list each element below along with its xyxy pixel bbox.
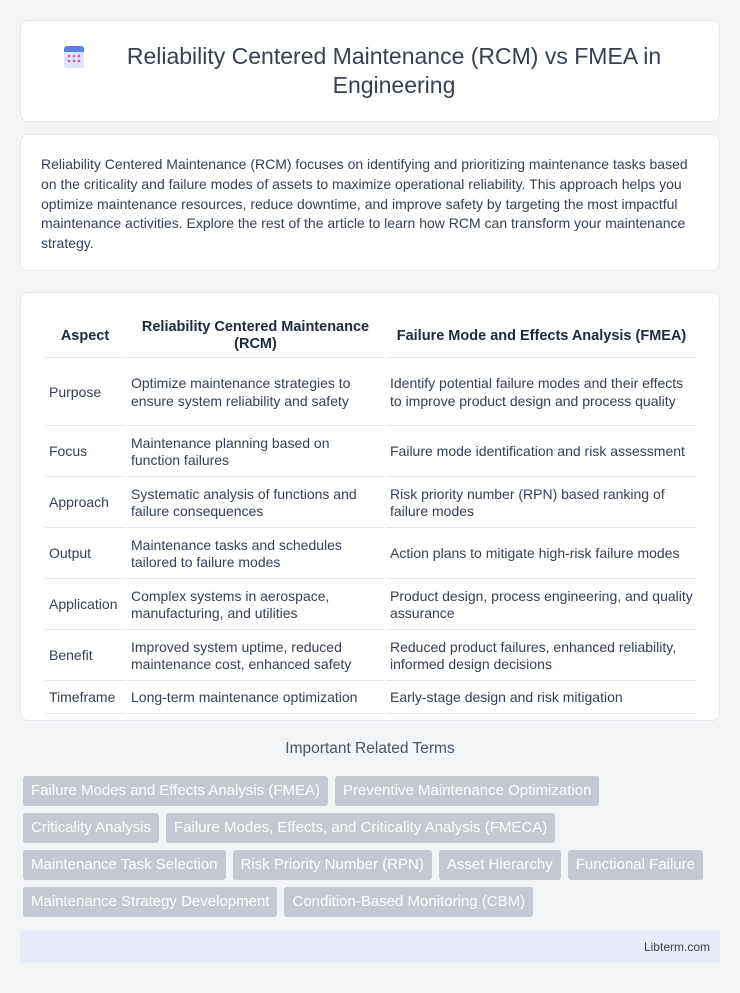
comparison-table	[43, 313, 699, 716]
related-term-tag[interactable]: Maintenance Strategy Development	[23, 887, 277, 917]
header-rcm: Reliability Centered Maintenance (RCM)	[127, 315, 384, 358]
related-term-tag[interactable]: Failure Modes, Effects, and Criticality Analysis (FMECA)	[166, 813, 555, 843]
footer-site-link[interactable]: Libterm.com	[643, 940, 710, 954]
cell-rcm: Optimize maintenance strategies to ensure system reliability and safety	[127, 360, 384, 426]
cell-rcm: Complex systems in aerospace, manufacturing, and utilities	[127, 581, 384, 630]
table-row	[45, 581, 697, 630]
cell-fmea: Identify potential failure modes and their effects to improve product design and process quality	[386, 360, 697, 426]
related-term-tag[interactable]: Risk Priority Number (RPN)	[233, 850, 432, 880]
cell-rcm: Systematic analysis of functions and failure consequences	[127, 479, 384, 528]
cell-aspect: Focus	[45, 428, 125, 477]
cell-aspect: Approach	[45, 479, 125, 528]
related-terms-list	[20, 776, 720, 917]
related-term-tag[interactable]: Criticality Analysis	[23, 813, 159, 843]
comparison-card	[20, 292, 720, 721]
footer	[20, 930, 720, 963]
related-terms-section	[20, 740, 720, 917]
header-card	[20, 20, 720, 122]
table-row	[45, 360, 697, 426]
page-title: Reliability Centered Maintenance (RCM) vs FMEA in Engineering	[126, 43, 662, 98]
cell-fmea: Early-stage design and risk mitigation	[386, 683, 697, 714]
cell-aspect: Output	[45, 530, 125, 579]
related-term-tag[interactable]: Functional Failure	[568, 850, 703, 880]
related-term-tag[interactable]: Asset Hierarchy	[439, 850, 561, 880]
cell-fmea: Action plans to mitigate high-risk failure modes	[386, 530, 697, 579]
table-row	[45, 479, 697, 528]
related-terms-title: Important Related Terms	[285, 740, 455, 757]
related-term-tag[interactable]: Maintenance Task Selection	[23, 850, 226, 880]
header-aspect: Aspect	[45, 315, 125, 358]
cell-fmea: Failure mode identification and risk assessment	[386, 428, 697, 477]
cell-aspect: Timeframe	[45, 683, 125, 714]
cell-rcm: Improved system uptime, reduced maintenance cost, enhanced safety	[127, 632, 384, 681]
cell-rcm: Maintenance planning based on function failures	[127, 428, 384, 477]
cell-aspect: Application	[45, 581, 125, 630]
cell-fmea: Risk priority number (RPN) based ranking of failure modes	[386, 479, 697, 528]
table-header-row	[45, 315, 697, 358]
cell-fmea: Product design, process engineering, and quality assurance	[386, 581, 697, 630]
intro-paragraph: Reliability Centered Maintenance (RCM) focuses on identifying and prioritizing maintenance tasks based on the criticality and failure modes of assets to maximize operational reliability. This approach helps you optimize maintenance resources, reduce downtime, and improve safety by targeting the most impactful maintenance activities. Explore the rest of the article to learn how RCM can transform your maintenance strategy.	[41, 156, 688, 252]
table-row	[45, 632, 697, 681]
cell-rcm: Long-term maintenance optimization	[127, 683, 384, 714]
related-term-tag[interactable]: Condition-Based Monitoring (CBM)	[284, 887, 533, 917]
cell-fmea: Reduced product failures, enhanced reliability, informed design decisions	[386, 632, 697, 681]
document-icon	[61, 44, 87, 70]
cell-aspect: Purpose	[45, 360, 125, 426]
related-term-tag[interactable]: Preventive Maintenance Optimization	[335, 776, 599, 806]
cell-aspect: Benefit	[45, 632, 125, 681]
table-row	[45, 683, 697, 714]
table-row	[45, 428, 697, 477]
table-row	[45, 530, 697, 579]
related-term-tag[interactable]: Failure Modes and Effects Analysis (FMEA)	[23, 776, 328, 806]
header-fmea: Failure Mode and Effects Analysis (FMEA)	[386, 315, 697, 358]
cell-rcm: Maintenance tasks and schedules tailored to failure modes	[127, 530, 384, 579]
intro-card	[20, 134, 720, 271]
